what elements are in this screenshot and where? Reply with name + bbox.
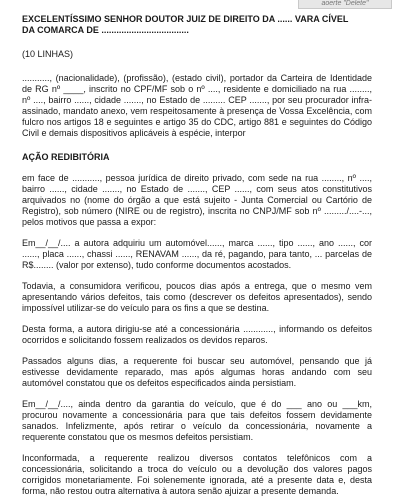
qualification-paragraph: ..........., (nacionalidade), (profissão), (estado civil), portador da Carteira de Identidade de RG nº ____, inscrito no CPF/MF sob o nº ...., residente e domiciliado na rua ........, nº ...., bairro ......, cidade ......., no Estado de ......... CEP ......., por seu procurador infra-assinado, mandato anexo, vem respeitosamente à presença de Vossa Excelência, com fulcro nos artigos 18 e seguintes e artigo 35 do CDC, artigo 881 e seguintes do Código Civil e demais dispositivos aplicáveis à espécie, interpor (22, 73, 372, 138)
document-page (22, 14, 372, 497)
ten-lines-note: (10 LINHAS) (22, 49, 74, 59)
header-line-2: DA COMARCA DE ................................... (22, 25, 189, 35)
paragraph-contacts: Inconformada, a requerente realizou diversos contatos telefônicos com a concessionária, solicitando a troca do veículo ou a devolução dos valores pagos corrigidos monetariamente. Foi solenemente ignorada, até a presente data e, desta forma, não restou outra alternativa à autora senão ajuizar a presente demanda. (22, 453, 372, 496)
paragraph-dealership: Desta forma, a autora dirigiu-se até a concessionária ............, informando os defeitos ocorridos e solicitando fossem realizados os devidos reparos. (22, 324, 372, 345)
paragraph-warranty: Em__/__/...., ainda dentro da garantia do veículo, que é do ___ ano ou ___km, procurou novamente a concessionária para que tais defeitos fossem devidamente sanados. Infelizmente, após retirar o veículo da concessionária, novamente a requerente constatou que os mesmos defeitos persistiam. (22, 399, 372, 442)
document-header (22, 14, 372, 36)
paragraph-purchase: Em__/__/.... a autora adquiriu um automóvel......, marca ......, tipo ......, ano ......, cor ......, placa ......, chassi ......, RENAVAM ......, da ré, pagando, para tanto, ... parcelas de R$........ (valor por extenso), tudo conforme documentos acostados. (22, 238, 372, 270)
paragraph-persisted: Passados alguns dias, a requerente foi buscar seu automóvel, pensando que já estivesse devidamente reparado, mas após algumas horas andando com seu automóvel constatou que os defeitos especificados ainda persistiam. (22, 356, 372, 388)
section-title: AÇÃO REDIBITÓRIA (22, 152, 110, 162)
paragraph-defendant: em face de ..........., pessoa jurídica de direito privado, com sede na rua ........, nº ...., bairro ......, cidade ......., no Estado de ......., CEP ......, com seus atos constitutivos arquivados no (nome do órgão a que está sujeito - Junta Comercial ou Cartório de Registro), sob número (NIRE ou de registro), inscrita no CNPJ/MF sob nº ........./....-..., pelos motivos que passa a expor: (22, 173, 372, 227)
delete-hint-ribbon: aoerte "Delete" (298, 0, 392, 9)
header-line-1: EXCELENTÍSSIMO SENHOR DOUTOR JUIZ DE DIREITO DA ...... VARA CÍVEL (22, 14, 349, 24)
paragraph-defects: Todavia, a consumidora verificou, poucos dias após a entrega, que o mesmo vem apresentando vários defeitos, tais como (descrever os defeitos apresentados), sendo impossível utilizar-se do veículo para os fins a que se destina. (22, 281, 372, 313)
